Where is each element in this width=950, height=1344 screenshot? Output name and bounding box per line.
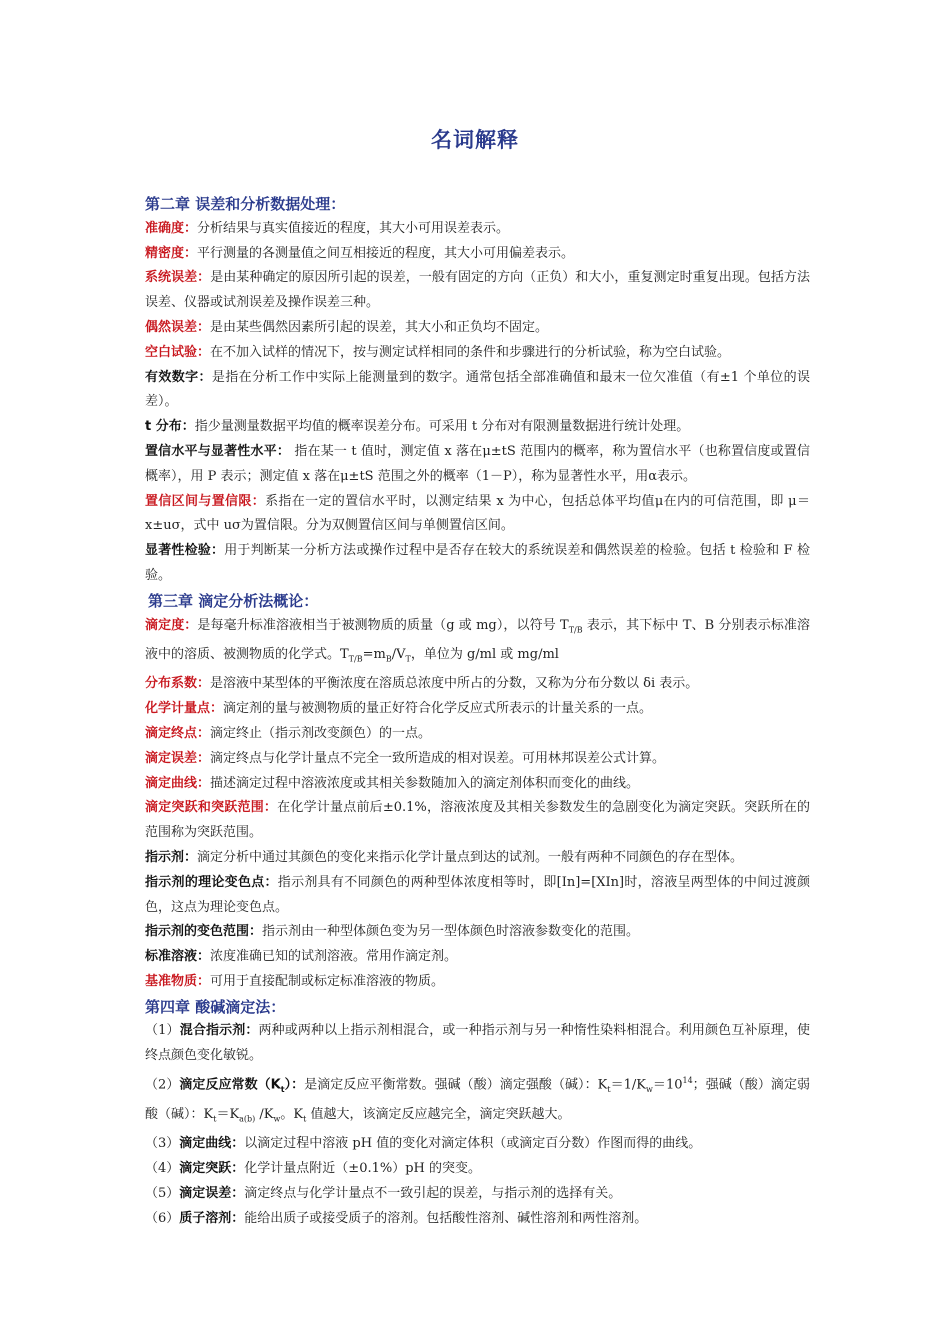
item-number: （5） — [145, 1185, 180, 1201]
term-label: 滴定误差： — [179, 1185, 245, 1201]
term-definition: 指示剂具有不同颜色的两种型体浓度相等时，即[In]=[XIn]时，溶液呈两型体的中间过渡颜色，这点为理论变色点。 — [145, 874, 810, 915]
item-number: （2） — [145, 1077, 180, 1093]
term-label: 有效数字： — [145, 369, 212, 385]
term-label: 化学计量点： — [145, 701, 224, 717]
definition-entry — [145, 366, 810, 416]
item-number: （3） — [145, 1136, 180, 1152]
definition-entry — [145, 970, 810, 995]
subscript: B — [385, 654, 392, 664]
term-label: 滴定曲线： — [145, 775, 211, 791]
definition-entry — [145, 266, 810, 316]
term-definition: 系指在一定的置信水平时，以测定结果 x 为中心，包括总体平均值μ在内的可信范围，即 μ＝x±uσ，式中 uσ为置信限。分为双侧置信区间与单侧置信区间。 — [145, 493, 810, 534]
definition-entry — [145, 242, 810, 267]
term-label: 滴定突跃： — [179, 1160, 245, 1176]
term-label-end: ）： — [284, 1077, 305, 1093]
formula-part: /K — [255, 1106, 274, 1122]
definition-entry — [145, 846, 810, 871]
chapter-3-heading: 第三章 滴定分析法概论： — [148, 591, 319, 610]
term-label: 滴定曲线： — [179, 1136, 245, 1152]
formula-part: 。K — [280, 1106, 304, 1122]
term-definition: 浓度准确已知的试剂溶液。常用作滴定剂。 — [210, 949, 458, 965]
term-definition-cont: 表示，其下标中 T、B 分别表示标准溶液中的溶质、被测物质的化学式。T — [145, 617, 810, 662]
subscript: t — [303, 1114, 307, 1124]
subscript: T — [405, 654, 411, 664]
term-definition: 两种或两种以上指示剂相混合，或一种指示剂与另一种惰性染料相混合。利用颜色互补原理，使终点颜色变化敏锐。 — [145, 1023, 810, 1064]
term-definition: 滴定终点与化学计量点不完全一致所造成的相对误差。可用林邦误差公式计算。 — [210, 750, 666, 766]
superscript: 14 — [682, 1076, 693, 1086]
term-label: 滴定误差： — [145, 750, 211, 766]
term-label: 滴定终点： — [145, 725, 211, 741]
term-label: 滴定反应常数（K — [179, 1077, 281, 1093]
formula-part: 值越大，该滴定反应越完全，滴定突跃越大。 — [306, 1106, 571, 1122]
term-definition: 滴定终止（指示剂改变颜色）的一点。 — [210, 725, 432, 741]
formula-part: ；强碱（酸）滴定弱酸（碱）：K — [145, 1077, 810, 1122]
term-definition: 能给出质子或接受质子的溶剂。包括酸性溶剂、碱性溶剂和两性溶剂。 — [244, 1210, 648, 1226]
term-label: 分布系数： — [145, 676, 211, 692]
term-definition: 指示剂由一种型体颜色变为另一型体颜色时溶液参数变化的范围。 — [262, 924, 640, 940]
definition-entry — [145, 1132, 810, 1157]
term-label: 滴定突跃和突跃范围： — [145, 800, 278, 816]
formula-part: /V — [391, 646, 406, 662]
term-definition: 化学计量点附近（±0.1%）pH 的突变。 — [244, 1160, 482, 1176]
term-definition: 指少量测量数据平均值的概率误差分布。可采用 t 分布对有限测量数据进行统计处理。 — [194, 419, 690, 435]
term-definition: 可用于直接配制或标定标准溶液的物质。 — [210, 973, 445, 989]
term-definition: 滴定剂的量与被测物质的量正好符合化学反应式所表示的计量关系的一点。 — [223, 701, 653, 717]
definition-entry — [145, 672, 810, 697]
definition-entry — [145, 796, 810, 846]
term-definition: 以滴定过程中溶液 pH 值的变化对滴定体积（或滴定百分数）作图而得的曲线。 — [244, 1136, 702, 1152]
definition-entry — [145, 440, 810, 490]
term-label: 质子溶剂： — [179, 1210, 245, 1226]
subscript: t — [607, 1085, 611, 1094]
term-label: 系统误差： — [145, 270, 211, 286]
term-label: 置信水平与显著性水平： — [145, 443, 291, 459]
item-number: （6） — [145, 1210, 180, 1226]
definition-entry — [145, 341, 810, 366]
definition-entry — [145, 1182, 810, 1207]
term-definition: 用于判断某一分析方法或操作过程中是否存在较大的系统误差和偶然误差的检验。包括 t 检验和 F 检验。 — [145, 543, 810, 583]
item-number: （4） — [145, 1160, 180, 1176]
term-definition: 滴定终点与化学计量点不一致引起的误差，与指示剂的选择有关。 — [244, 1185, 622, 1201]
term-label: 置信区间与置信限： — [145, 493, 266, 509]
term-label: t 分布： — [145, 419, 195, 435]
formula-part: ＝K — [216, 1106, 240, 1122]
term-label: 精密度： — [145, 245, 198, 261]
subscript: T/B — [568, 625, 583, 635]
term-definition: 是由某些偶然因素所引起的误差，其大小和正负均不固定。 — [210, 319, 549, 335]
term-definition: 在不加入试样的情况下，按与测定试样相同的条件和步骤进行的分析试验，称为空白试验。 — [210, 344, 731, 360]
definition-entry — [145, 1157, 810, 1182]
term-definition: 在化学计量点前后±0.1%，溶液浓度及其相关参数发生的急剧变化为滴定突跃。突跃所在的范围称为突跃范围。 — [145, 800, 810, 841]
subscript: T/B — [348, 654, 363, 664]
term-label: 指示剂的变色范围： — [145, 924, 263, 940]
definition-entry — [145, 539, 810, 589]
term-definition: 是溶液中某型体的平衡浓度在溶质总浓度中所占的分数，又称为分布分数以 δi 表示。 — [210, 676, 699, 692]
term-label: 标准溶液： — [145, 949, 211, 965]
term-label: 指示剂的理论变色点： — [145, 874, 278, 890]
term-label: 准确度： — [145, 220, 198, 236]
definition-entry — [145, 1019, 810, 1069]
term-label: 混合指示剂： — [179, 1023, 259, 1039]
definition-entry — [145, 747, 810, 772]
definition-entry — [145, 614, 810, 673]
term-definition: 是由某种确定的原因所引起的误差，一般有固定的方向（正负）和大小，重复测定时重复出现。包括方法误差、仪器或试剂误差及操作误差三种。 — [145, 270, 810, 311]
subscript: t — [280, 1085, 285, 1094]
definition-entry — [145, 217, 810, 242]
definition-entry — [145, 871, 810, 921]
formula-part: ＝1/K — [610, 1077, 646, 1093]
definition-entry — [145, 722, 810, 747]
term-label: 空白试验： — [145, 344, 211, 360]
subscript: a(b) — [239, 1114, 256, 1124]
page-title: 名词解释 — [431, 128, 519, 152]
definition-entry — [145, 945, 810, 970]
term-definition: 滴定分析中通过其颜色的变化来指示化学计量点到达的试剂。一般有两种不同颜色的存在型体。 — [197, 849, 744, 865]
definition-entry — [145, 490, 810, 540]
document-body — [145, 192, 810, 1231]
formula-part: ，单位为 g/ml 或 mg/ml — [410, 646, 559, 662]
definition-entry — [145, 316, 810, 341]
subscript: t — [213, 1114, 217, 1124]
term-definition: 描述滴定过程中溶液浓度或其相关参数随加入的滴定剂体积而变化的曲线。 — [210, 775, 640, 791]
definition-entry — [145, 415, 810, 440]
chapter-4-heading: 第四章 酸碱滴定法： — [145, 997, 286, 1016]
subscript: w — [273, 1114, 281, 1124]
term-definition: 指在某一 t 值时，测定值 x 落在μ±tS 范围内的概率，称为置信水平（也称置信度或置信概率），用 P 表示；测定值 x 落在μ±tS 范围之外的概率（1－P），称为显著性水平，用α表示。 — [145, 443, 810, 484]
definition-entry — [145, 1069, 810, 1132]
term-label: 显著性检验： — [145, 543, 225, 559]
formula-part: =m — [362, 646, 386, 662]
definition-entry — [145, 772, 810, 797]
term-label: 指示剂： — [145, 849, 198, 865]
term-definition: 分析结果与真实值接近的程度，其大小可用误差表示。 — [197, 220, 510, 236]
item-number: （1） — [145, 1023, 180, 1039]
definition-entry — [145, 1207, 810, 1232]
term-label: 偶然误差： — [145, 319, 211, 335]
term-definition: 是每毫升标准溶液相当于被测物质的质量（g 或 mg），以符号 T — [197, 617, 569, 633]
chapter-2-heading: 第二章 误差和分析数据处理： — [145, 195, 346, 213]
term-definition: 平行测量的各测量值之间互相接近的程度，其大小可用偏差表示。 — [197, 245, 575, 261]
term-label: 基准物质： — [145, 973, 211, 989]
formula-part: ＝10 — [652, 1077, 683, 1093]
term-label: 滴定度： — [145, 617, 198, 633]
subscript: w — [646, 1085, 653, 1094]
term-definition: 是指在分析工作中实际上能测量到的数字。通常包括全部准确值和最末一位欠准值（有±1 个单位的误差）。 — [145, 369, 810, 410]
definition-entry — [145, 697, 810, 722]
term-definition: 是滴定反应平衡常数。强碱（酸）滴定强酸（碱）：K — [304, 1077, 608, 1093]
definition-entry — [145, 920, 810, 945]
